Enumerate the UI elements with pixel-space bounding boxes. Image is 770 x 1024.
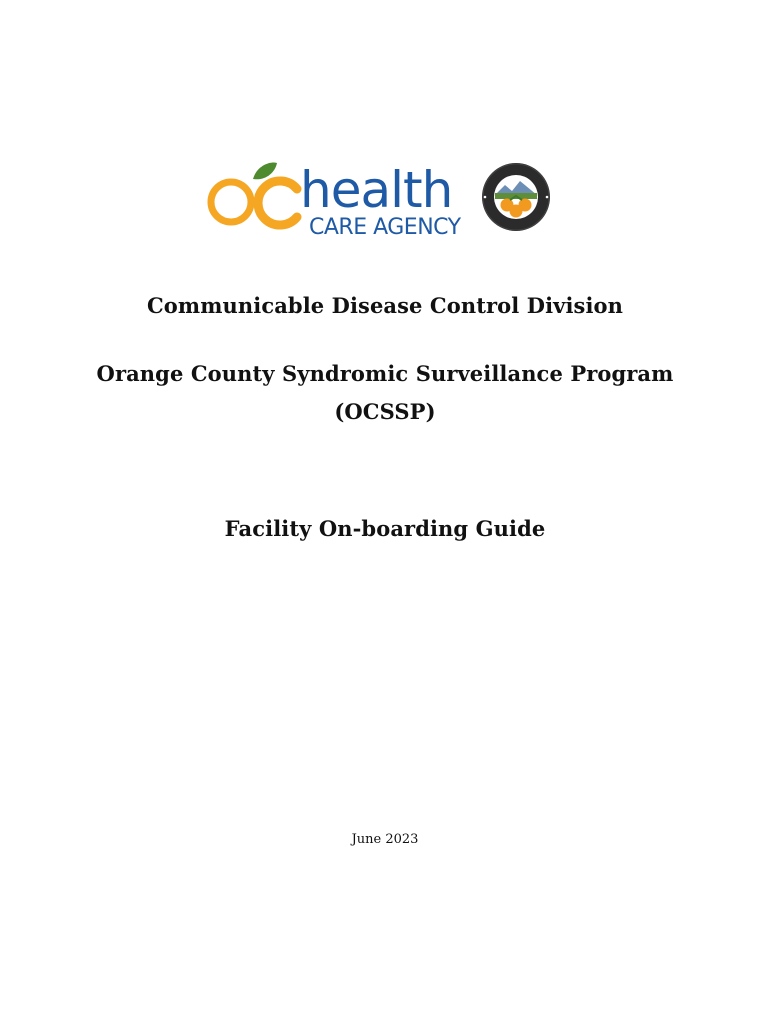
- agency-logo: [205, 155, 555, 240]
- guide-title: Facility On-boarding Guide: [224, 516, 546, 541]
- division-heading: Communicable Disease Control Division: [146, 293, 624, 318]
- program-abbreviation: (OCSSP): [334, 399, 436, 424]
- brand-word: health: [300, 161, 453, 219]
- orange-ring-icon: [211, 181, 297, 225]
- program-heading: Orange County Syndromic Surveillance Program: [96, 361, 674, 386]
- county-seal-icon: [482, 163, 550, 231]
- brand-subline: CARE AGENCY: [309, 215, 461, 240]
- leaf-icon: [253, 163, 277, 180]
- document-date: June 2023: [351, 832, 419, 847]
